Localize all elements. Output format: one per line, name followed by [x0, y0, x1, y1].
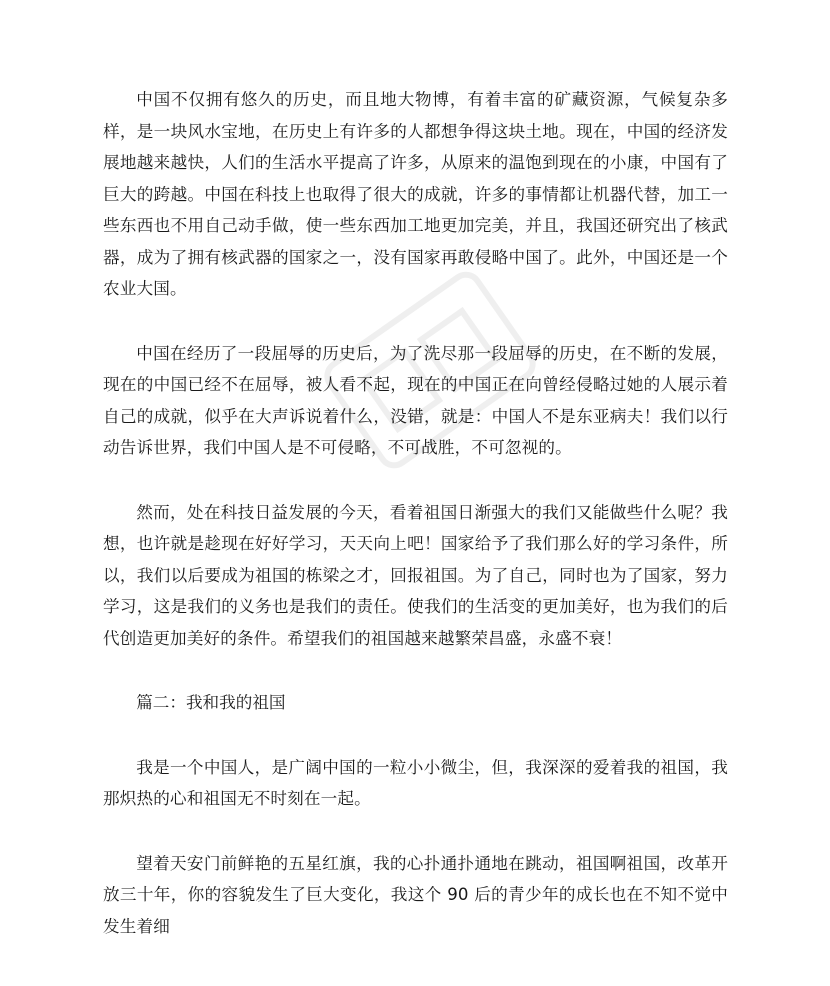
paragraph-3: 然而，处在科技日益发展的今天，看着祖国日渐强大的我们又能做些什么呢？我想，也许就是趁现在好好学习，天天向上吧！国家给予了我们那么好的学习条件，所以，我们以后要成为祖国的栋梁之才，回报祖国。为了自己，同时也为了国家，努力学习，这是我们的义务也是我们的责任。使我们的生活变的更加美好，也为我们的后代创造更加美好的条件。希望我们的祖国越来越繁荣昌盛，永盛不衰！	[103, 502, 728, 648]
paragraph-4: 我是一个中国人，是广阔中国的一粒小小微尘，但，我深深的爱着我的祖国，我那炽热的心和祖国无不时刻在一起。	[103, 757, 728, 808]
section-heading: 篇二：我和我的祖国	[136, 693, 286, 712]
paragraph-2: 中国在经历了一段屈辱的历史后，为了洗尽那一段屈辱的历史，在不断的发展，现在的中国已经不在屈辱，被人看不起，现在的中国正在向曾经侵略过她的人展示着自己的成就，似乎在大声诉说着什么，没错，就是：中国人不是东亚病夫！我们以行动告诉世界，我们中国人是不可侵略，不可战胜，不可忽视的。	[103, 343, 728, 457]
paragraph-1: 中国不仅拥有悠久的历史，而且地大物博，有着丰富的矿藏资源，气候复杂多样，是一块风水宝地，在历史上有许多的人都想争得这块土地。现在，中国的经济发展地越来越快，人们的生活水平提高了许多，从原来的温饱到现在的小康，中国有了巨大的跨越。中国在科技上也取得了很大的成就，许多的事情都让机器代替，加工一些东西也不用自己动手做，使一些东西加工地更加完美，并且，我国还研究出了核武器，成为了拥有核武器的国家之一，没有国家再敢侵略中国了。此外，中国还是一个农业大国。	[103, 90, 728, 298]
document-body	[103, 84, 728, 975]
paragraph-5: 望着天安门前鲜艳的五星红旗，我的心扑通扑通地在跳动，祖国啊祖国，改革开放三十年，你的容貌发生了巨大变化，我这个 90 后的青少年的成长也在不知不觉中发生着细	[103, 853, 728, 936]
